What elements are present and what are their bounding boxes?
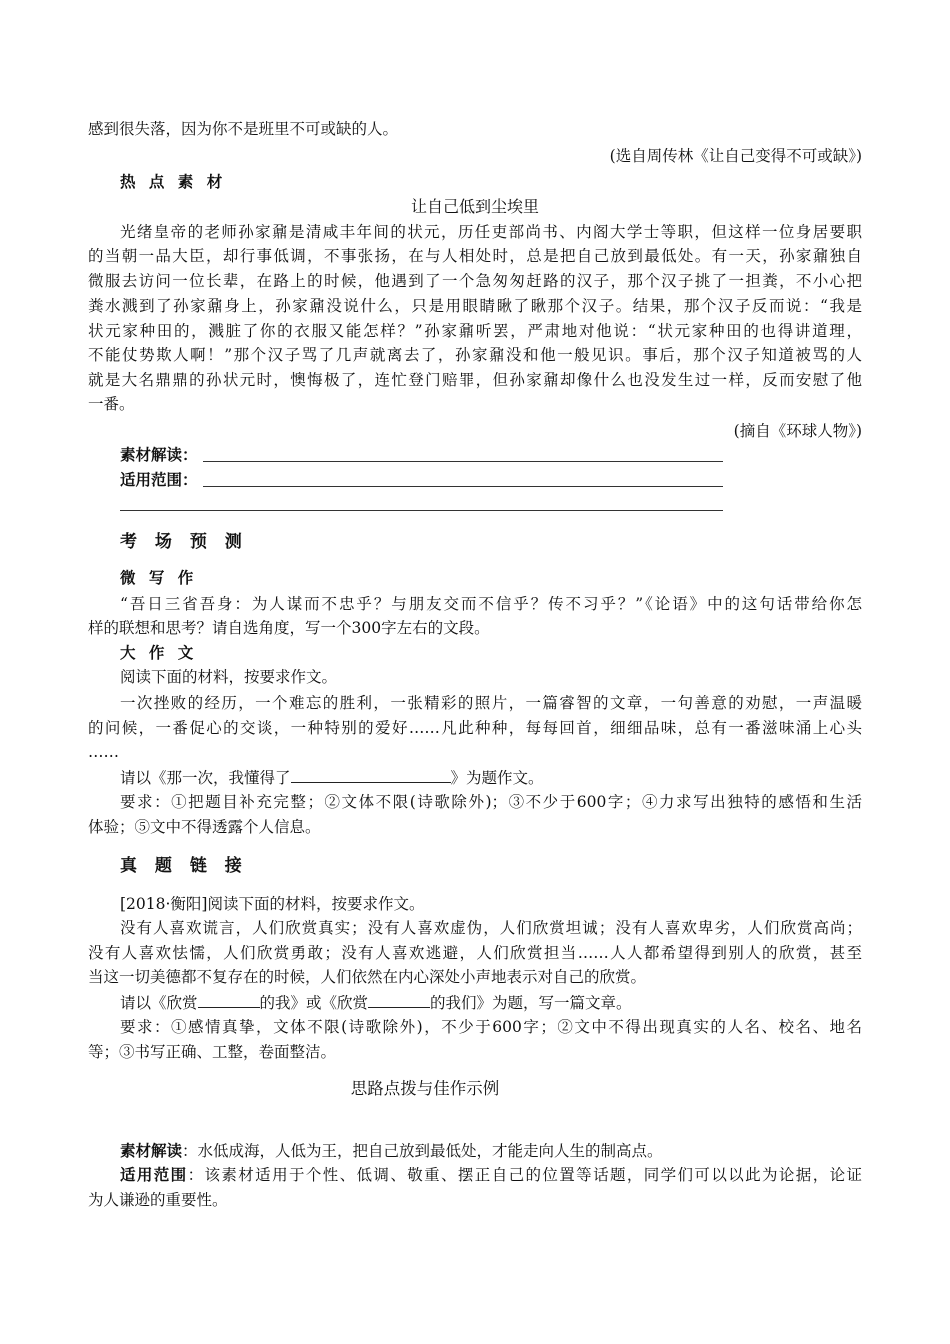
answer-scope-text: ：该素材适用于个性、低调、敬重、摆正自己的位置等话题，同学们可以以此为论据，论证 — [187, 1166, 862, 1184]
article-line: 就是大名鼎鼎的孙状元时，懊悔极了，连忙登门赔罪，但孙家鼐却像什么也没发生过一样，反而安慰了他 — [88, 371, 862, 389]
answer-line[interactable] — [203, 461, 723, 462]
article-line: 一番。 — [88, 395, 135, 413]
essay-material-line: 一次挫败的经历，一个难忘的胜利，一张精彩的照片，一篇睿智的文章，一句善意的劝慰，一声温暖 — [120, 694, 862, 712]
real-material-line: 没有人喜欢怯懦，人们欣赏勇敢；没有人喜欢逃避，人们欣赏担当……人人都希望得到别人的欣赏，甚至 — [88, 944, 862, 962]
essay-topic — [120, 766, 544, 789]
answer-scope — [120, 1164, 862, 1186]
real-topic — [120, 991, 632, 1014]
article-line: 粪水溅到了孙家鼐身上，孙家鼐没说什么，只是用眼睛瞅了瞅那个汉子。结果，那个汉子反而说：“我是 — [88, 297, 862, 315]
real-material-line: 当这一切美德都不复存在的时候，人们依然在内心深处小声地表示对自己的欣赏。 — [88, 968, 647, 986]
topic-text: 的我们》为题，写一篇文章。 — [430, 994, 632, 1012]
answer-interp — [120, 1140, 663, 1162]
topic-blank[interactable] — [198, 991, 260, 1008]
answer-line[interactable] — [203, 486, 723, 487]
carryover-line: 感到很失落，因为你不是班里不可或缺的人。 — [88, 120, 399, 138]
interp-label: 素材解读： — [120, 446, 198, 464]
scope-label: 适用范围： — [120, 471, 198, 489]
topic-text: 请以《那一次，我懂得了 — [120, 769, 291, 787]
source-citation: (摘自《环球人物》) — [733, 422, 862, 440]
real-intro: [2018·衡阳]阅读下面的材料，按要求作文。 — [120, 895, 425, 913]
source-citation: (选自周传林《让自己变得不可或缺》) — [609, 147, 862, 165]
answer-line[interactable] — [120, 510, 723, 511]
micro-prompt-line: “吾日三省吾身：为人谋而不忠乎？与朋友交而不信乎？传不习乎？”《论语》中的这句话带给你怎 — [120, 595, 862, 613]
topic-text: 》为题作文。 — [450, 769, 544, 787]
requirement-line: 要求：①把题目补充完整；②文体不限(诗歌除外)；③不少于600字；④力求写出独特的感悟和生活 — [120, 793, 862, 811]
topic-blank[interactable] — [291, 766, 451, 783]
topic-text: 的我》或《欣赏 — [259, 994, 369, 1012]
essay-intro: 阅读下面的材料，按要求作文。 — [120, 668, 338, 686]
answer-scope-cont: 为人谦逊的重要性。 — [88, 1191, 228, 1209]
article-line: 微服去访问一位长辈，在路上的时候，他遇到了一个急匆匆赶路的汉子，那个汉子挑了一担粪，不小心把 — [88, 272, 862, 290]
micro-prompt-line: 样的联想和思考？请自选角度，写一个300字左右的文段。 — [88, 619, 490, 637]
subheading-micro: 微 写 作 — [120, 569, 198, 587]
article-line: 不能仗势欺人啊！”那个汉子骂了几声就离去了，孙家鼐没和他一般见识。事后，那个汉子知道被骂的人 — [88, 346, 862, 364]
section-heading-hot: 热 点 素 材 — [120, 173, 227, 191]
subheading-essay: 大 作 文 — [120, 644, 198, 662]
essay-material-line: 的问候，一番促心的交谈，一种特别的爱好……凡此种种，每每回首，细细品味，总有一番滋味涌上心头 — [88, 719, 862, 737]
requirement-line: 体验；⑤文中不得透露个人信息。 — [88, 818, 321, 836]
answer-interp-label: 素材解读 — [120, 1142, 183, 1160]
answer-interp-text: ：水低成海，人低为王，把自己放到最低处，才能走向人生的制高点。 — [182, 1142, 663, 1160]
article-line: 光绪皇帝的老师孙家鼐是清咸丰年间的状元，历任吏部尚书、内阁大学士等职，但这样一位身居要职 — [120, 223, 862, 241]
section-heading-exam: 考 场 预 测 — [120, 532, 248, 552]
article-line: 状元家种田的，溅脏了你的衣服又能怎样？”孙家鼐听罢，严肃地对他说：“状元家种田的也得讲道理， — [88, 322, 862, 340]
section-heading-real: 真 题 链 接 — [120, 856, 248, 876]
requirement-line: 等；③书写正确、工整，卷面整洁。 — [88, 1043, 337, 1061]
essay-material-line: …… — [88, 743, 119, 761]
real-material-line: 没有人喜欢谎言，人们欣赏真实；没有人喜欢虚伪，人们欣赏坦诚；没有人喜欢卑劣，人们欣赏高尚； — [120, 919, 862, 937]
article-line: 的当朝一品大臣，却行事低调，不事张扬，在与人相处时，总是把自己放到最低处。有一天，孙家鼐独自 — [88, 247, 862, 265]
topic-blank[interactable] — [368, 991, 430, 1008]
topic-text: 请以《欣赏 — [120, 994, 198, 1012]
requirement-line: 要求：①感情真挚，文体不限(诗歌除外)，不少于600字；②文中不得出现真实的人名、校名、地名 — [120, 1018, 862, 1036]
answer-heading: 思路点拨与佳作示例 — [350, 1079, 500, 1098]
answer-scope-label: 适用范围 — [120, 1166, 188, 1184]
article-title: 让自己低到尘埃里 — [410, 197, 539, 216]
